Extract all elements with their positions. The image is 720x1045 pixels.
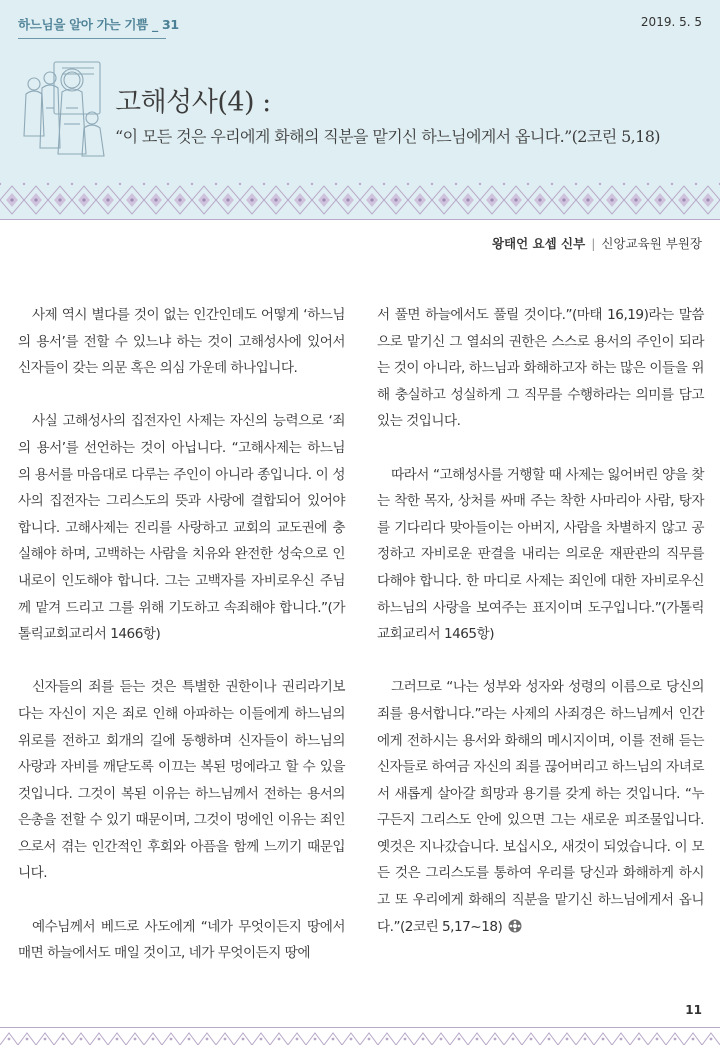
saints-illustration bbox=[20, 58, 108, 162]
byline-separator: | bbox=[591, 236, 596, 251]
page-number: 11 bbox=[685, 1003, 702, 1017]
paragraph: 예수님께서 베드로 사도에게 “네가 무엇이든지 땅에서 매면 하늘에서도 매일 것이고, 네가 무엇이든지 땅에 bbox=[18, 918, 345, 962]
author-byline bbox=[492, 234, 702, 252]
author-role: 신앙교육원 부원장 bbox=[601, 236, 702, 251]
body-column-right bbox=[377, 302, 704, 967]
paragraph: 따라서 “고해성사를 거행할 때 사제는 잃어버린 양을 찾는 착한 목자, 상처를 싸매 주는 착한 사마리아 사람, 탕자를 기다리다 맞아들이는 아버지, 사람을 차별하지 않고 공정하고 자비로운 판결을 내리는 의로운 재판관의 직무를 다해야 합니다. 한 마디로 사제는 죄인에 대한 자비로우신 하느님의 사랑을 보여주는 표지이며 도구입니다.”(가톨릭교회교리서 1465항) bbox=[377, 466, 704, 643]
paragraph: 신자들의 죄를 듣는 것은 특별한 권한이나 권리라기보다는 자신이 지은 죄로 인해 아파하는 이들에게 하느님의 위로를 전하고 회개의 길에 동행하며 신자들이 하느님의 사랑과 자비를 깨닫도록 이끄는 복된 멍에라고 할 수 있을 것입니다. 그것이 복된 이유는 하느님께서 전하는 용서의 은총을 전할 수 있기 때문이며, 그것이 멍에인 이유는 죄인으로서 겪는 인간적인 후회와 아픔을 함께 느끼기 때문입니다. bbox=[18, 679, 345, 882]
end-mark-icon bbox=[508, 919, 522, 933]
paragraph-text: 그러므로 “나는 성부와 성자와 성령의 이름으로 당신의 죄를 용서합니다.”라는 사제의 사죄경은 하느님께서 인간에게 전하시는 용서와 화해의 메시지이며, 이를 전해 듣는 신자들로 하여금 자신의 죄를 끊어버리고 하느님의 자녀로서 새롭게 살아갈 희망과 용기를 갖게 하는 것입니다. “누구든지 그리스도 안에 있으면 그는 새로운 피조물입니다. 옛것은 지나갔습니다. 보십시오, 새것이 되었습니다. 이 모든 것은 그리스도를 통하여 우리를 당신과 화해하게 하시고 또 우리에게 화해의 직분을 맡기신 하느님에게서 옵니다.”(2코린 5,17~18) bbox=[377, 679, 704, 935]
series-underline bbox=[18, 38, 166, 39]
header-banner bbox=[0, 0, 720, 220]
ornamental-border bbox=[0, 178, 720, 220]
paragraph: 서 풀면 하늘에서도 풀릴 것이다.”(마태 16,19)라는 말씀으로 맡기신 그 열쇠의 권한은 스스로 용서의 주인이 되라는 것이 아니라, 하느님과 화해하고자 하는 많은 이들을 위해 충실하고 성실하게 그 직무를 수행하라는 의미를 담고 있는 것입니다. bbox=[377, 307, 704, 430]
last-paragraph bbox=[377, 674, 704, 940]
article-title: 고해성사(4) : bbox=[115, 87, 271, 118]
article-subtitle: “이 모든 것은 우리에게 화해의 직분을 맡기신 하느님에게서 옵니다.”(2코린 5,18) bbox=[115, 127, 660, 146]
footer-ornament bbox=[0, 1027, 720, 1045]
paragraph: 사제 역시 별다를 것이 없는 인간인데도 어떻게 ‘하느님의 용서’를 전할 수 있느냐 하는 것이 고해성사에 있어서 신자들이 갖는 의문 혹은 의심 가운데 하나입니다. bbox=[18, 307, 345, 377]
issue-date: 2019. 5. 5 bbox=[640, 15, 702, 29]
author-name: 왕태언 요셉 신부 bbox=[491, 236, 586, 251]
paragraph: 사실 고해성사의 집전자인 사제는 자신의 능력으로 ‘죄의 용서’를 선언하는 것이 아닙니다. “고해사제는 하느님의 용서를 마음대로 다루는 주인이 아니라 종입니다. 이 성사의 집전자는 그리스도의 뜻과 사랑에 결합되어 있어야 합니다. 고해사제는 진리를 사랑하고 교회의 교도권에 충실해야 하며, 고백하는 사람을 치유와 완전한 성숙으로 인내로이 인도해야 합니다. 그는 고백자를 자비로우신 주님께 맡겨 드리고 그를 위해 기도하고 속죄해야 합니다.”(가톨릭교회교리서 1466항) bbox=[18, 413, 345, 643]
body-column-left bbox=[18, 302, 345, 993]
series-title: 하느님을 알아 가는 기쁨 _ 31 bbox=[18, 17, 179, 32]
